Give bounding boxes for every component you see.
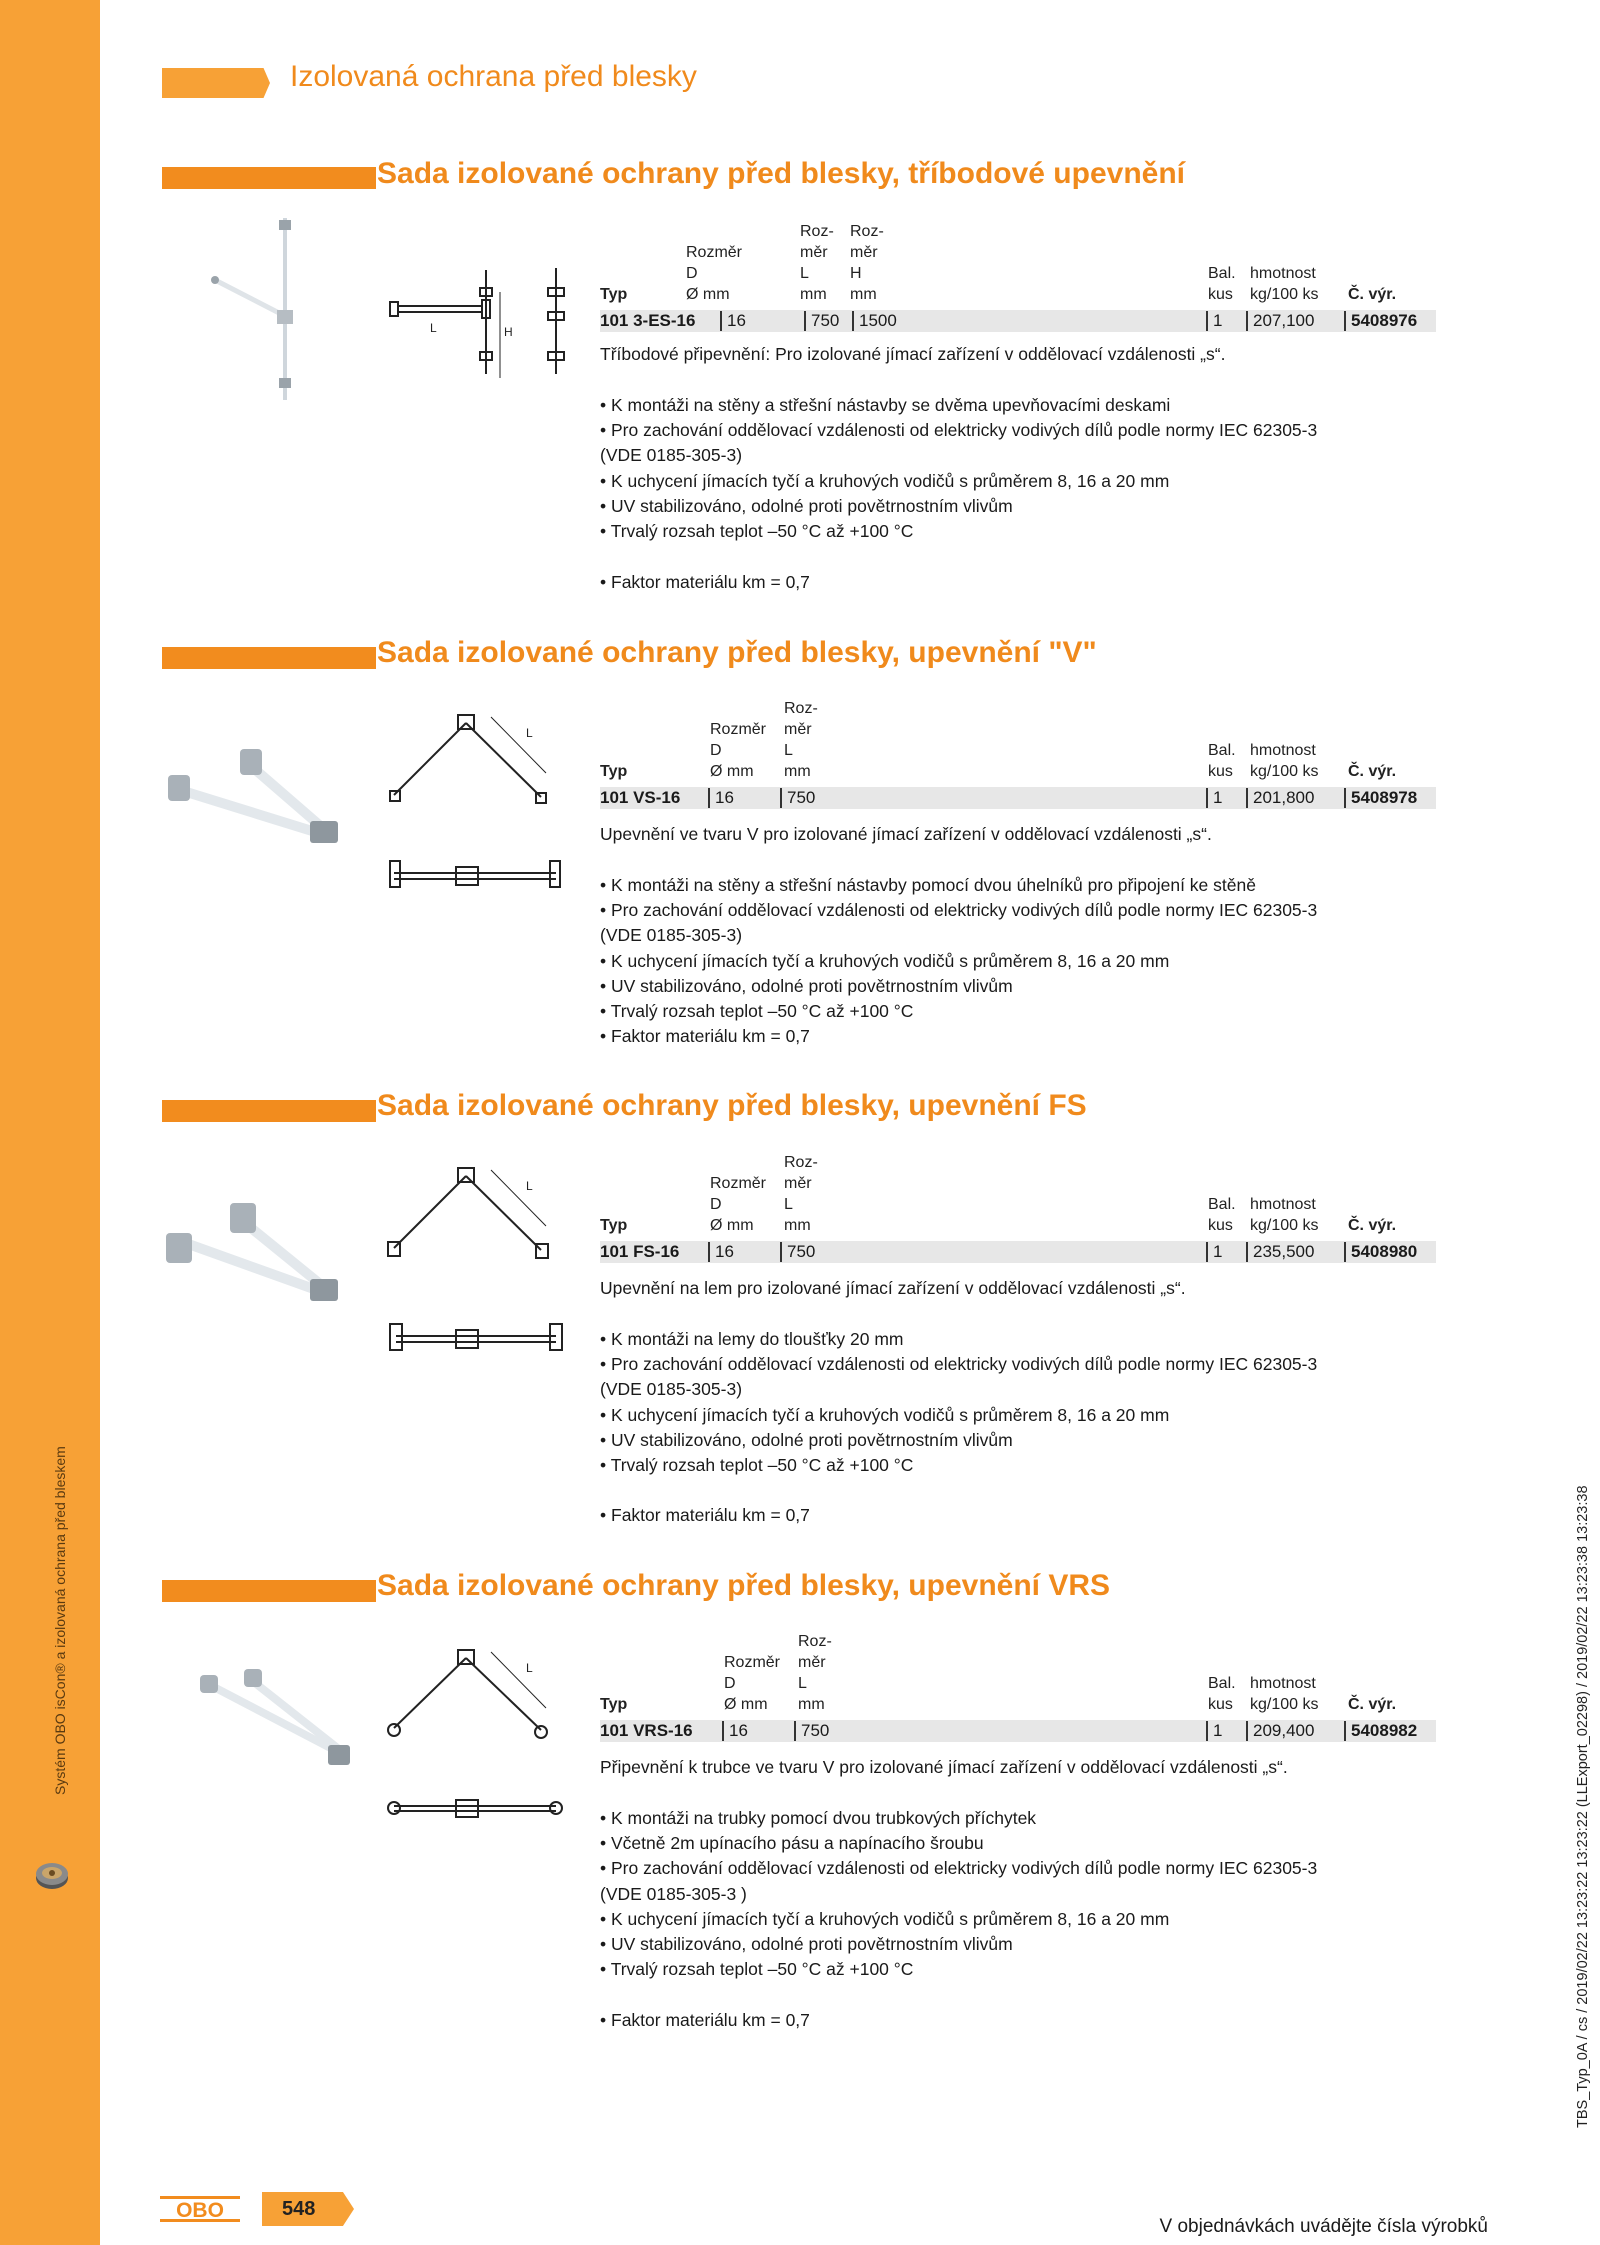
table-row [600,1241,1436,1263]
technical-drawing-vrs [386,1640,591,1830]
cell-typ: 101 VRS-16 [600,1721,693,1740]
section-bar [162,1580,376,1602]
product-description: Upevnění ve tvaru V pro izolované jímací zařízení v oddělovací vzdálenosti „s“. [600,824,1212,844]
section-title: Sada izolované ochrany před blesky, tříbodové upevnění [377,157,1185,190]
technical-drawing-vs [386,705,591,905]
cell-typ: 101 VS-16 [600,788,681,807]
footer-note: V objednávkách uvádějte čísla výrobků [1159,2216,1488,2237]
list-item: • Faktor materiálu km = 0,7 [600,570,1420,595]
list-item: • Pro zachování oddělovací vzdálenosti od elektricky vodivých dílů podle normy IEC 62305-3 [600,1856,1420,1881]
section-title: Sada izolované ochrany před blesky, upevnění "V" [377,636,1097,669]
material-factor [600,1503,1420,1528]
product-description: Upevnění na lem pro izolované jímací zařízení v oddělovací vzdálenosti „s“. [600,1278,1186,1298]
svg-text:L: L [526,726,533,740]
technical-drawing-fs [386,1158,591,1358]
list-item: • Faktor materiálu km = 0,7 [600,1024,1420,1049]
col-weight: hmotnost kg/100 ks [1250,742,1319,780]
table-row [600,1720,1436,1742]
list-item: • K montáži na stěny a střešní nástavby se dvěma upevňovacími deskami [600,393,1420,418]
list-item: • UV stabilizováno, odolné proti povětrnostním vlivům [600,494,1420,519]
list-item: • UV stabilizováno, odolné proti povětrnostním vlivům [600,1932,1420,1957]
cell-typ: 101 FS-16 [600,1242,680,1261]
product-photo-vs [160,735,355,850]
list-item: • K uchycení jímacích tyčí a kruhových vodičů s průměrem 8, 16 a 20 mm [600,469,1420,494]
export-meta: TBS_Typ_0A / cs / 2019/02/22 13:23:22 13:23:22 (LLExport_02298) / 2019/02/22 13:23:38 13:23:38 [1575,1485,1591,2128]
col-l: Roz- měr L mm [798,1633,832,1713]
list-item: • Trvalý rozsah teplot –50 °C až +100 °C [600,519,1420,544]
cell-typ: 101 3-ES-16 [600,311,696,330]
list-item: • K uchycení jímacích tyčí a kruhových vodičů s průměrem 8, 16 a 20 mm [600,949,1420,974]
list-item: • K montáži na trubky pomocí dvou trubkových příchytek [600,1806,1420,1831]
table-row [600,787,1436,809]
product-photo-fs [160,1193,355,1308]
sidebar-label: Systém OBO isCon® a izolovaná ochrana před bleskem [52,1446,68,1795]
col-l: Roz- měr L mm [784,1154,818,1234]
cell-weight: 207,100 [1246,311,1314,331]
section-title: Sada izolované ochrany před blesky, upevnění FS [377,1089,1087,1122]
cell-d: 16 [722,1721,748,1741]
list-item: • Faktor materiálu km = 0,7 [600,1503,1420,1528]
cell-bal: 1 [1206,311,1222,331]
feature-list [600,1806,1420,1982]
col-typ: Typ [600,763,628,780]
cell-l: 750 [780,788,815,808]
list-item: (VDE 0185-305-3) [600,445,743,466]
col-d: Rozměr D Ø mm [710,721,767,780]
obo-logo [160,2196,240,2222]
cell-article: 5408978 [1344,788,1417,808]
svg-text:L: L [526,1661,533,1675]
cell-weight: 209,400 [1246,1721,1314,1741]
technical-drawing-3es [386,262,591,382]
product-description: Připevnění k trubce ve tvaru V pro izolované jímací zařízení v oddělovací vzdálenosti „s“. [600,1757,1288,1777]
feature-list [600,1327,1420,1478]
list-item: • Pro zachování oddělovací vzdálenosti od elektricky vodivých dílů podle normy IEC 62305-3 [600,418,1420,443]
product-photo-vrs [190,1665,360,1775]
col-bal: Bal. kus [1208,1675,1236,1713]
material-factor [600,2008,1420,2033]
col-weight: hmotnost kg/100 ks [1250,1675,1319,1713]
cell-bal: 1 [1206,1242,1222,1262]
feature-list [600,393,1420,544]
cell-weight: 201,800 [1246,788,1314,808]
list-item: • Trvalý rozsah teplot –50 °C až +100 °C [600,1957,1420,1982]
col-article: Č. výr. [1348,286,1397,303]
list-item: • Trvalý rozsah teplot –50 °C až +100 °C [600,999,1420,1024]
list-item: • Faktor materiálu km = 0,7 [600,2008,1420,2033]
col-typ: Typ [600,1217,628,1234]
col-typ: Typ [600,1696,628,1713]
svg-text:OBO: OBO [176,2199,224,2222]
list-item: • Včetně 2m upínacího pásu a napínacího šroubu [600,1831,1420,1856]
list-item: • UV stabilizováno, odolné proti povětrnostním vlivům [600,974,1420,999]
cell-l: 750 [794,1721,829,1741]
page-number: 548 [282,2198,316,2220]
obo-coin-icon [34,1858,70,1894]
header-tab [162,68,270,98]
col-weight: hmotnost kg/100 ks [1250,265,1319,303]
list-item: • Pro zachování oddělovací vzdálenosti od elektricky vodivých dílů podle normy IEC 62305-3 [600,898,1420,923]
col-bal: Bal. kus [1208,742,1236,780]
sidebar-strip [0,0,100,2245]
cell-l: 750 [780,1242,815,1262]
section-title: Sada izolované ochrany před blesky, upevnění VRS [377,1569,1111,1602]
page-title: Izolovaná ochrana před blesky [290,60,697,93]
list-item: • K montáži na stěny a střešní nástavby pomocí dvou úhelníků pro připojení ke stěně [600,873,1420,898]
list-item: • K montáži na lemy do tloušťky 20 mm [600,1327,1420,1352]
list-item: (VDE 0185-305-3 ) [600,1883,747,1904]
col-article: Č. výr. [1348,1696,1397,1713]
cell-d: 16 [708,788,734,808]
svg-text:H: H [504,325,513,339]
list-item: • Pro zachování oddělovací vzdálenosti od elektricky vodivých dílů podle normy IEC 62305-3 [600,1352,1420,1377]
feature-list [600,873,1420,1049]
cell-d: 16 [708,1242,734,1262]
col-d: Rozměr D Ø mm [686,244,743,303]
list-item: • Trvalý rozsah teplot –50 °C až +100 °C [600,1453,1420,1478]
product-photo-3es [205,210,315,410]
section-bar [162,647,376,669]
list-item: • K uchycení jímacích tyčí a kruhových vodičů s průměrem 8, 16 a 20 mm [600,1403,1420,1428]
svg-text:L: L [526,1179,533,1193]
cell-weight: 235,500 [1246,1242,1314,1262]
cell-article: 5408976 [1344,311,1417,331]
cell-article: 5408982 [1344,1721,1417,1741]
svg-text:L: L [430,321,437,335]
col-d: Rozměr D Ø mm [724,1654,781,1713]
col-article: Č. výr. [1348,1217,1397,1234]
table-row [600,310,1436,332]
col-d: Rozměr D Ø mm [710,1175,767,1234]
col-article: Č. výr. [1348,763,1397,780]
col-bal: Bal. kus [1208,1196,1236,1234]
cell-bal: 1 [1206,1721,1222,1741]
col-weight: hmotnost kg/100 ks [1250,1196,1319,1234]
section-bar [162,167,376,189]
cell-l: 750 [804,311,839,331]
cell-bal: 1 [1206,788,1222,808]
cell-article: 5408980 [1344,1242,1417,1262]
col-l: Roz- měr L mm [784,700,818,780]
product-description: Tříbodové připevnění: Pro izolované jímací zařízení v oddělovací vzdálenosti „s“. [600,344,1226,364]
col-bal: Bal. kus [1208,265,1236,303]
section-bar [162,1100,376,1122]
cell-h: 1500 [852,311,897,331]
col-l: Roz- měr L mm [800,223,834,303]
list-item: (VDE 0185-305-3) [600,925,743,946]
list-item: (VDE 0185-305-3) [600,1379,743,1400]
col-typ: Typ [600,286,628,303]
material-factor [600,570,1420,595]
list-item: • K uchycení jímacích tyčí a kruhových vodičů s průměrem 8, 16 a 20 mm [600,1907,1420,1932]
list-item: • UV stabilizováno, odolné proti povětrnostním vlivům [600,1428,1420,1453]
cell-d: 16 [720,311,746,331]
col-h: Roz- měr H mm [850,223,884,303]
